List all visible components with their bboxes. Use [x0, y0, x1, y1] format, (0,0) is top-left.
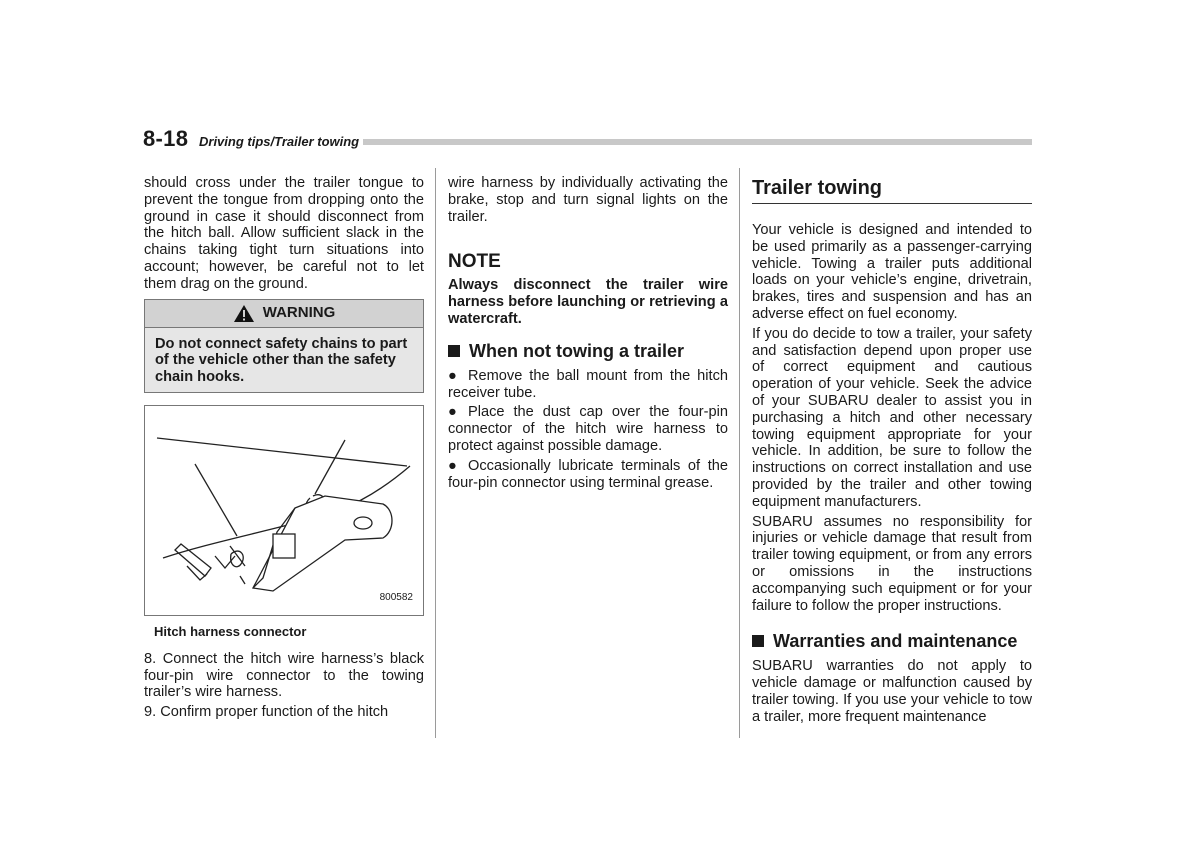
paragraph: should cross under the trailer tongue to prevent the tongue from dropping onto the ground in case it should disconnect from the hitch ball. Allow sufficient slack in the chains taking tight turn situations into account; however, be careful not to let them drag on the ground.: [144, 175, 424, 292]
paragraph: wire harness by individually activating the brake, stop and turn signal lights on the trailer.: [448, 175, 728, 225]
header-rule: [363, 139, 1032, 145]
list-item: ● Place the dust cap over the four-pin connector of the hitch wire harness to protect against possible damage.: [448, 404, 728, 454]
column-left: [144, 175, 424, 724]
warning-header: [145, 300, 423, 328]
section-heading: Trailer towing: [752, 176, 1032, 204]
page-number: 8-18: [143, 126, 189, 151]
list-item: ● Occasionally lubricate terminals of the four-pin connector using terminal grease.: [448, 457, 728, 491]
paragraph: SUBARU warranties do not apply to vehicle damage or malfunction caused by trailer towing. If you use your vehicle to tow a trailer, more frequent maintenance: [752, 658, 1032, 725]
paragraph: If you do decide to tow a trailer, your safety and satisfaction depend upon proper use of correct equipment and cautious operation of your vehicle. Seek the advice of your SUBARU dealer to assist you in purchasing a hitch and other necessary towing equipment appropriate for your vehicle. In addition, be sure to follow the instructions on correct installation and use provided by the trailer and other towing equipment manufacturers.: [752, 325, 1032, 510]
paragraph: SUBARU assumes no responsibility for injuries or vehicle damage that result from trailer towing equipment, or from any errors or omissions in the instructions accompanying such equipment or for your failure to follow the proper instructions.: [752, 513, 1032, 614]
column-divider: [739, 168, 740, 738]
note-text: Always disconnect the trailer wire harness before launching or retrieving a watercraft.: [448, 277, 728, 327]
hitch-illustration: [145, 406, 423, 615]
hitch-harness-figure: [144, 405, 424, 616]
section-title: Driving tips/Trailer towing: [199, 134, 360, 149]
step-8: 8. Connect the hitch wire harness’s black four-pin wire connector to the towing trailer’s wire harness.: [144, 650, 424, 701]
bullet-dot-icon: ●: [448, 367, 457, 384]
subheading-warranties: Warranties and maintenance: [752, 630, 1032, 652]
column-right: [752, 175, 1032, 729]
warning-label: WARNING: [262, 303, 336, 321]
warning-box: [144, 299, 424, 393]
warning-triangle-icon: [233, 304, 255, 323]
bullet-dot-icon: ●: [448, 404, 457, 421]
figure-caption: Hitch harness connector: [154, 623, 307, 639]
list-item: ● Remove the ball mount from the hitch receiver tube.: [448, 367, 728, 401]
note-title: NOTE: [448, 251, 501, 273]
column-divider: [435, 168, 436, 738]
column-middle: [448, 175, 728, 494]
paragraph: Your vehicle is designed and intended to be used primarily as a passenger-carrying vehicle. Towing a trailer puts additional loads on your vehicle’s engine, drivetrain, brakes, tires and suspension and has an adverse effect on fuel economy.: [752, 222, 1032, 322]
bullet-dot-icon: ●: [448, 457, 457, 474]
square-bullet-icon: [752, 635, 764, 647]
square-bullet-icon: [448, 345, 460, 357]
step-9: 9. Confirm proper function of the hitch: [144, 704, 389, 721]
figure-code: 800582: [379, 592, 413, 604]
page-header: [143, 124, 1032, 150]
subheading-not-towing: When not towing a trailer: [448, 340, 728, 362]
warning-text: Do not connect safety chains to part of the vehicle other than the safety chain hooks.: [145, 328, 423, 392]
